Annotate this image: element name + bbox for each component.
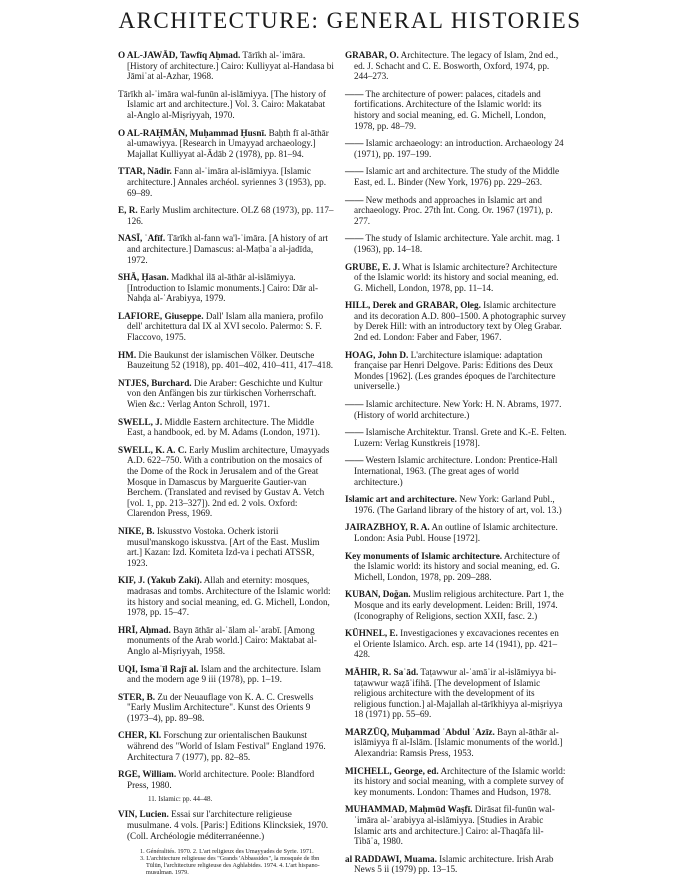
bibliography-entry — [345, 667, 567, 720]
entry-text: The study of Islamic architecture. Yale archit. mag. 1 (1963), pp. 14–18. — [354, 233, 561, 254]
entry-author: SHĀ, Ḥasan. — [118, 272, 169, 283]
entry-author: —— — [345, 233, 364, 244]
entry-author: SWELL, J. — [118, 416, 163, 427]
left-column — [118, 50, 334, 876]
bibliography-entry — [345, 166, 567, 187]
entry-author: GRABAR, O. — [345, 50, 399, 60]
entry-author: NIKE, B. — [118, 525, 155, 536]
entry-text: Islam and the architecture. Islam and the modern age 9 iii (1978), pp. 1–19. — [127, 663, 321, 685]
bibliography-entry — [118, 625, 334, 657]
entry-text: Bayn āthār al-ʿālam al-ʿarabī. [Among monuments of the Arab world.] Cairo: Maktabat al-Anglo al-Miṣriyyah, 1958. — [127, 624, 317, 656]
bibliography-entry — [118, 417, 334, 438]
entry-text: Islamic architecture. Irish Arab News 5 ii (1979) pp. 13–15. — [354, 853, 554, 875]
entry-text: Baḥth fī al-āthār al-umawiyya. [Research in Umayyad archaeology.] Majallat Kulliyyat al-Ādāb 2 (1978), pp. 81–94. — [127, 127, 329, 159]
entry-author: HRĪ, Aḥmad. — [118, 624, 171, 635]
bibliography-entry — [345, 427, 567, 448]
bibliography-entry — [345, 233, 567, 254]
entry-text: An outline of Islamic architecture. London: Asia Publ. House [1972]. — [354, 522, 558, 543]
entry-author: MĀHIR, R. Saʿād. — [345, 666, 419, 677]
entry-text: Middle Eastern architecture. The Middle East, a handbook, ed. by M. Adams (London, 1971). — [127, 416, 320, 438]
bibliography-entry — [345, 628, 567, 660]
bibliography-entry — [345, 854, 567, 875]
bibliography-entry — [345, 589, 567, 621]
entry-author: JAIRAZBHOY, R. A. — [345, 522, 430, 533]
bibliography-entry — [345, 262, 567, 294]
entry-text: Madkhal ilā al-āthār al-islāmiyya. [Introduction to Islamic monuments.] Cairo: Dār al-Nahḍa al-ʿArabiyya, 1979. — [127, 272, 319, 304]
entry-author: HILL, Derek and GRABAR, Oleg. — [345, 300, 481, 311]
entry-author: MARZŪQ, Muḥammad ʿAbdul ʿAzīz. — [345, 726, 495, 737]
entry-text: Architecture of the Islamic world: its history and social meaning, with a complete survey of key monuments. London: Thames and Hudson, 1978. — [354, 765, 566, 797]
entry-author: HOAG, John D. — [345, 349, 409, 360]
entry-author: al RADDAWI, Muama. — [345, 853, 437, 864]
bibliography-entry — [118, 128, 334, 160]
entry-text: New York: Garland Publ., 1976. (The Garland library of the history of art, vol. 13.) — [354, 494, 562, 515]
entry-author: —— — [345, 455, 364, 466]
bibliography-entry — [118, 350, 334, 371]
entry-author: E, R. — [118, 205, 138, 216]
bibliography-entry — [118, 89, 334, 121]
entry-text: Tārīkh al-ʿimāra wal-funūn al-islāmiyya. [The history of Islamic art and architecture.] Vol. 3. Cairo: Makatabat al-Anglo al-Miṣriyyah, 1970. — [118, 88, 326, 120]
entry-text: L'architecture islamique: adaptation française par Henri Delgove. Paris: Editions des Deux Mondes [1962]. (Les grandes époques de l'architecture universelle.) — [354, 349, 556, 392]
bibliography-entry — [345, 766, 567, 798]
bibliography-entry — [118, 233, 334, 265]
entry-text: Western Islamic architecture. London: Prentice-Hall International, 1963. (The great ages of world architecture.) — [354, 455, 558, 487]
entry-text: Early Muslim architecture, Umayyads A.D. 622–750. With a contribution on the mosaics of the Dome of the Rock in Jerusalem and of the Great Mosque in Damascus by Marguerite Gautier-van Berchem. (Translated and revised by Gustav A. Vetch [vol. 1, pp. 213–327]). 2nd ed. 2 vols. Oxford: Clarendon Press, 1969. — [127, 444, 330, 519]
bibliography-entry — [345, 50, 567, 82]
entry-text: Tārīkh al-ʿimāra. [History of architecture.] Cairo: Kulliyyat al-Handasa bi Jāmiʿat al-Azhar, 1968. — [127, 50, 334, 82]
entry-text: New methods and approaches in Islamic art and archaeology. Proc. 27th Int. Cong. Or. 1967 (1971), p. 277. — [354, 194, 553, 226]
bibliography-entry — [118, 205, 334, 226]
footnote-reference: 11. Islamic: pp. 44–48. — [148, 795, 213, 804]
entry-text: Essai sur l'architecture religieuse musulmane. 4 vols. [Paris:] Editions Klincksiek, 1970. (Coll. Archéologie méditerranéenne.) — [127, 809, 329, 841]
entry-text: Iskusstvo Vostoka. Ocherk istorii musul'manskogo iskusstva. [Art of the East. Muslim art.] Kazan: Izd. Komiteta Izd-va i pechati ATSSR, 1923. — [127, 525, 320, 568]
entry-author: TTAR, Nādir. — [118, 166, 172, 177]
bibliography-entry — [118, 50, 334, 82]
entry-text: Allah and eternity: mosques, madrasas and tombs. Architecture of the Islamic world: its history and social meaning, ed. G. Michell, London, 1978, pp. 15–47. — [127, 575, 331, 618]
entry-author: KUBAN, Doğan. — [345, 589, 411, 600]
right-entry-list — [345, 50, 567, 875]
footnote: 3. L'architecture religieuse des "Grands 'Abbassides", la mosquée de Ibn Tūlūn, l'architecture religieuse des Aghlabides. 1974. 4. L'art hispano-musulman. 1979. — [140, 855, 320, 877]
entry-author: O AL-RAḤMĀN, Muḥammad Ḥusnī. — [118, 127, 267, 138]
bibliography-entry — [118, 769, 334, 790]
footnotes — [140, 848, 334, 876]
entry-author: NASĪ, ʿAfīf. — [118, 233, 166, 244]
entry-text: Architecture. The legacy of Islam, 2nd ed., ed. J. Schacht and C. E. Bosworth, Oxford, 1974, pp. 244–273. — [354, 50, 559, 82]
bibliography-entry — [118, 311, 334, 343]
entry-text: What is Islamic architecture? Architecture of the Islamic world: its history and social meaning, ed. G. Michell, London, 1978, pp. 11–14. — [354, 261, 559, 293]
entry-text: Muslim religious architecture. Part 1, the Mosque and its early development. Leiden: Brill, 1974. (Iconography of Religions, section XXII, fasc. 2.) — [354, 589, 564, 621]
bibliography-entry — [345, 494, 567, 515]
entry-author: VIN, Lucien. — [118, 809, 169, 820]
entry-text: Tārīkh al-fann wa'l-ʿimāra. [A history of art and architecture.] Damascus: al-Maṭbaʿa al-jadīda, 1972. — [127, 233, 328, 265]
right-column — [345, 50, 567, 882]
entry-author: GRUBE, E. J. — [345, 261, 400, 272]
entry-author: MICHELL, George, ed. — [345, 765, 439, 776]
bibliography-entry — [345, 727, 567, 759]
entry-author: —— — [345, 138, 364, 149]
entry-author: LAFIORE, Giuseppe. — [118, 310, 204, 321]
entry-author: CHER, Kl. — [118, 730, 162, 741]
bibliography-entry — [345, 804, 567, 846]
bibliography-entry — [345, 89, 567, 131]
entry-text: Taṭawwur al-ʿamāʾir al-islāmiyya bi-taṭawwur waẓāʾifihā. [The development of Islamic religious architecture with the development of its religious function.] al-Majallah al-tārīkhiyya al-miṣriyya 18 (1971) pp. 55–69. — [354, 666, 563, 720]
entry-author: Islamic art and architecture. — [345, 494, 457, 505]
entry-author: KIF, J. (Yakub Zaki). — [118, 575, 202, 586]
entry-text: Investigaciones y excavaciones recentes en el Oriente Islamico. Arch. esp. arte 14 (1941), pp. 421–428. — [354, 628, 559, 660]
left-entry-list — [118, 50, 334, 790]
bibliography-entry — [345, 399, 567, 420]
bibliography-entry — [345, 455, 567, 487]
entry-text: Bayn al-āthār al-islāmiyya fī al-Islām. [Islamic monuments of the world.] Alexandria: Ramsis Press, 1953. — [354, 726, 563, 759]
bibliography-entry — [118, 809, 334, 841]
bibliography-entry — [118, 692, 334, 724]
bibliography-entry — [118, 730, 334, 762]
bibliography-entry — [118, 664, 334, 685]
entry-author: Key monuments of Islamic architecture. — [345, 550, 503, 561]
entry-text: Die Baukunst der islamischen Völker. Deutsche Bauzeitung 52 (1918), pp. 401–402, 410–411, 417–418. — [127, 349, 334, 371]
bibliography-entry — [345, 138, 567, 159]
entry-text: Zu der Neuauflage von K. A. C. Creswells "Early Muslim Architecture". Kunst des Orients 9 (1973–4), pp. 89–98. — [127, 691, 314, 723]
entry-text: Islamic architecture and its decoration A.D. 800–1500. A photographic survey by Derek Hill: with an introductory text by Oleg Grabar. 2nd ed. London: Faber and Faber, 1967. — [354, 300, 566, 343]
entry-text: Architecture of the Islamic world: its history and social meaning, ed. G. Michell, London, 1978, pp. 209–288. — [354, 550, 560, 582]
bibliography-entry — [345, 350, 567, 392]
bibliography-entry — [345, 522, 567, 543]
entry-text: Dall' Islam alla maniera, profilo dell' architettura dal IX al XVI secolo. Palermo: S. F. Flaccovo, 1975. — [127, 310, 324, 343]
entry-author: HM. — [118, 349, 137, 360]
entry-author: SWELL, K. A. C. — [118, 444, 187, 455]
entry-text: Early Muslim architecture. OLZ 68 (1973), pp. 117–126. — [127, 205, 334, 226]
entry-text: The architecture of power: palaces, citadels and fortifications. Architecture of the Islamic world: its history and social meaning, ed. G. Michell, London, 1978, pp. 48–79. — [354, 88, 546, 131]
bibliography-entry — [345, 300, 567, 342]
entry-text: Islamic archaeology: an introduction. Archaeology 24 (1971), pp. 197–199. — [354, 138, 564, 159]
entry-author: NTJES, Burchard. — [118, 377, 192, 388]
entry-author: O AL-JAWĀD, Tawfīq Aḥmad. — [118, 50, 241, 60]
entry-author: —— — [345, 194, 364, 205]
entry-text: Forschung zur orientalischen Baukunst während des "World of Islam Festival" England 1976. Architectura 7 (1977), pp. 82–85. — [127, 730, 326, 762]
entry-text: Die Araber: Geschichte und Kultur von den Anfängen bis zur türkischen Vorherrschaft. Wien &c.: Verlag Anton Schroll, 1971. — [127, 377, 323, 410]
bibliography-entry — [118, 166, 334, 198]
entry-author: —— — [345, 399, 364, 410]
entry-author: —— — [345, 88, 364, 99]
bibliography-entry — [118, 378, 334, 410]
entry-author: STER, B. — [118, 691, 156, 702]
bibliography-entry — [118, 445, 334, 519]
entry-text: Islamische Architektur. Transl. Grete and K.-E. Felten. Luzern: Verlag Kunstkreis [1978]. — [354, 427, 567, 448]
entry-author: UQI, Ismaʿīl Rajī al. — [118, 663, 199, 674]
bibliography-entry — [118, 575, 334, 617]
entry-text: World architecture. Poole: Blandford Press, 1980. — [127, 769, 315, 790]
entry-author: —— — [345, 427, 364, 438]
entry-text: Islamic architecture. New York: H. N. Abrams, 1977. (History of world architecture.) — [354, 399, 562, 420]
bibliography-entry — [118, 526, 334, 568]
entry-author: KÜHNEL, E. — [345, 628, 398, 639]
page-title: ARCHITECTURE: GENERAL HISTORIES — [118, 8, 582, 33]
bibliography-entry — [345, 195, 567, 227]
entry-text: Dirāsat fil-funūn wal-ʿimāra al-ʿarabiyya al-islāmiyya. [Studies in Arabic Islamic arts and architecture.] Cairo: al-Thaqāfa lil-Tibāʿa, 1980. — [354, 804, 555, 847]
bibliography-entry — [345, 551, 567, 583]
entry-author: RGE, William. — [118, 769, 177, 780]
footnote: 1. Généralités. 1970. 2. L'art religieux des Umayyades de Syrie. 1971. — [140, 848, 314, 856]
bibliography-entry — [118, 272, 334, 304]
entry-author: —— — [345, 166, 364, 177]
entry-text: Islamic art and architecture. The study of the Middle East, ed. L. Binder (New York, 1976) pp. 229–263. — [354, 166, 560, 187]
entry-author: MUHAMMAD, Maḥmūd Waṣfī. — [345, 804, 473, 815]
entry-text: Fann al-ʿimāra al-islāmiyya. [Islamic architecture.] Annales archéol. syriennes 3 (1953), pp. 69–89. — [127, 166, 326, 198]
